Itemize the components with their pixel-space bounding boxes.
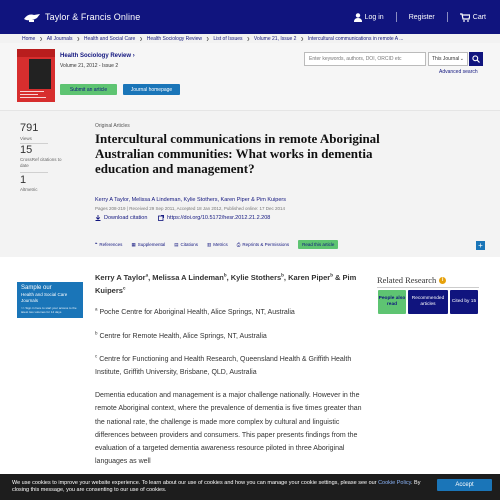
- tab-cited-by[interactable]: Cited by 15: [450, 290, 478, 314]
- tab-reprints[interactable]: [237, 242, 289, 247]
- article-title: Intercultural communications in remote Aboriginal Australian communities: What works in dementia education and management?: [95, 131, 380, 176]
- affiliation-sup: c: [95, 353, 98, 359]
- nav-divider: [396, 12, 397, 22]
- article-dates: Pages 208-219 | Received 29 Sep 2011, Accepted 18 Jan 2012, Published online: 17 Dec 2014: [95, 206, 285, 211]
- breadcrumb-home[interactable]: Home: [22, 35, 36, 42]
- breadcrumb-separator-icon: ❯: [39, 36, 43, 41]
- cookie-banner: [0, 474, 500, 500]
- breadcrumb-all-journals[interactable]: All Journals: [46, 35, 73, 42]
- author-separator: ,: [283, 273, 289, 282]
- cookie-text-after: . By closing this message, you are consenting to our use of cookies.: [12, 480, 421, 493]
- cookie-policy-link[interactable]: Cookie Policy: [378, 480, 411, 486]
- author-separator: ,: [148, 273, 153, 282]
- tab-supplemental[interactable]: [131, 242, 165, 248]
- ad-line-2: Health and Social Care: [21, 292, 68, 297]
- journal-volume: Volume 21, 2012 - Issue 2: [60, 63, 119, 69]
- breadcrumb-separator-icon: ❯: [76, 36, 80, 41]
- doi-link[interactable]: [158, 215, 270, 221]
- tab-supplemental-label: Supplemental: [137, 242, 166, 247]
- breadcrumb: [0, 34, 500, 43]
- tab-references[interactable]: [95, 242, 122, 248]
- affiliation-sup: a: [95, 306, 98, 312]
- supplemental-icon: ▦: [131, 241, 136, 247]
- breadcrumb-subject[interactable]: Health and Social Care: [83, 35, 136, 42]
- accept-cookies-button[interactable]: Accept: [437, 479, 492, 491]
- altmetric-label: Altmetric: [20, 187, 38, 192]
- author-sup: b: [330, 272, 333, 278]
- user-icon: [354, 13, 362, 22]
- tab-reprints-label: Reprints & Permissions: [242, 242, 290, 247]
- tab-citations[interactable]: [174, 242, 198, 248]
- cover-text-line: [20, 97, 46, 98]
- download-citation-label: Download citation: [104, 215, 148, 221]
- altmetric-count: 1: [20, 174, 27, 186]
- cart-link[interactable]: [460, 13, 486, 22]
- cover-photo: [29, 59, 51, 89]
- breadcrumb-separator-icon: ❯: [139, 36, 143, 41]
- views-count: 791: [20, 122, 39, 134]
- search-input[interactable]: Enter keywords, authors, DOI, ORCID etc: [304, 52, 426, 66]
- external-link-icon: [158, 215, 164, 221]
- affiliation-text: Centre for Functioning and Health Research, Queensland Health & Griffith Health Institute, Griffith University, Brisbane, QLD, Australia: [95, 356, 352, 376]
- journal-title-link[interactable]: [60, 53, 135, 59]
- ad-line-1: Sample our: [21, 285, 52, 291]
- affiliation: [95, 330, 375, 343]
- author-sup: c: [122, 285, 126, 291]
- author-sup: b: [223, 272, 227, 278]
- breadcrumb-journal[interactable]: Health Sociology Review: [146, 35, 203, 42]
- views-label: Views: [20, 136, 32, 141]
- journal-homepage-button[interactable]: Journal homepage: [123, 84, 180, 95]
- references-icon: ❝: [95, 241, 98, 247]
- lamp-logo-icon: [22, 10, 42, 24]
- related-divider: [377, 287, 479, 288]
- journal-title-arrow-icon: ›: [132, 53, 135, 59]
- advanced-search-link[interactable]: Advanced search: [439, 69, 478, 75]
- expand-plus-icon[interactable]: +: [476, 241, 485, 250]
- author-list: [95, 271, 375, 297]
- affiliation: [95, 353, 375, 379]
- ad-line-4: >> Sign in here to start your access to the latest two volumes for 14 days: [21, 306, 77, 314]
- journal-title: Health Sociology Review: [60, 53, 132, 59]
- chevron-down-icon: ⌄: [459, 56, 464, 62]
- journal-banner: [0, 43, 500, 111]
- cart-icon: [460, 13, 470, 22]
- metrics-icon: ▥: [207, 241, 212, 247]
- author-name[interactable]: Melissa A Lindeman: [152, 273, 224, 282]
- submit-article-button[interactable]: Submit an article: [60, 84, 117, 95]
- search-icon: [472, 55, 480, 63]
- article-authors[interactable]: Kerry A Taylor, Melissa A Lindeman, Kylie Stothers, Karen Piper & Pim Kuipers: [95, 197, 286, 203]
- search-scope-value: This Journal: [432, 56, 460, 62]
- sample-journals-ad[interactable]: [17, 282, 83, 318]
- search-scope-select[interactable]: [428, 52, 468, 66]
- author-separator: ,: [226, 273, 231, 282]
- site-header: [0, 0, 500, 34]
- journal-cover-image[interactable]: [17, 49, 55, 102]
- breadcrumb-separator-icon: ❯: [206, 36, 210, 41]
- citations-count: 15: [20, 144, 33, 156]
- author-name[interactable]: Karen Piper: [288, 273, 331, 282]
- metric-divider: [20, 172, 48, 173]
- abstract-text: Dementia education and management is a major challenge nationally. However in the remote Aboriginal context, where the prevalence of dementia is five times greater than the national rate, the challenge is made more complex by cultural and linguistic differences between providers and consumers. This paper presents findings from the evaluation of a targeted dementia awareness resource piloted in three Aboriginal languages as well: [95, 392, 362, 466]
- citations-icon: ▤: [174, 241, 179, 247]
- tab-recommended-articles[interactable]: Recommended articles: [408, 290, 448, 314]
- breadcrumb-issue[interactable]: Volume 21, Issue 2: [253, 35, 297, 42]
- site-logo[interactable]: [22, 10, 140, 24]
- affiliation-text: Poche Centre for Aboriginal Health, Alice Springs, NT, Australia: [99, 309, 295, 316]
- author-sup: b: [281, 272, 284, 278]
- cookie-text-before: We use cookies to improve your website experience. To learn about our use of cookies and how you can manage your cookie settings, please see our: [12, 480, 379, 486]
- doi-label: https://doi.org/10.5172/hesr.2012.21.2.208: [167, 215, 271, 221]
- register-link[interactable]: [409, 14, 435, 21]
- citations-label: CrossRef citations to date: [20, 157, 62, 168]
- search-button[interactable]: [469, 52, 483, 66]
- logo-text: Taylor & Francis Online: [45, 12, 141, 22]
- tab-people-also-read[interactable]: People also read: [378, 290, 406, 314]
- author-sup: a: [145, 272, 149, 278]
- affiliation-sup: b: [95, 330, 98, 336]
- cover-header-band: [17, 49, 55, 57]
- affiliation-text: Centre for Remote Health, Alice Springs, NT, Australia: [99, 333, 267, 340]
- article-tabs: [95, 240, 338, 249]
- tab-metrics-label: Metrics: [213, 242, 228, 247]
- download-icon: [95, 215, 101, 221]
- cover-text-line: [20, 91, 44, 92]
- author-name[interactable]: Kylie Stothers: [230, 273, 282, 282]
- author-name[interactable]: Pim Kuipers: [95, 273, 357, 295]
- download-citation-link[interactable]: [95, 215, 147, 221]
- ad-line-3: Journals: [21, 298, 39, 303]
- breadcrumb-separator-icon: ❯: [300, 36, 304, 41]
- login-link[interactable]: [354, 13, 384, 22]
- read-article-button[interactable]: Read this article: [298, 240, 338, 249]
- breadcrumb-current: Intercultural communications in remote A ...: [307, 35, 404, 42]
- login-label: Log in: [364, 13, 384, 21]
- affiliation: [95, 306, 375, 319]
- info-icon[interactable]: i: [439, 277, 446, 284]
- tab-metrics[interactable]: [207, 242, 228, 248]
- tab-citations-label: Citations: [180, 242, 199, 247]
- cookie-message: [12, 480, 432, 494]
- account-nav: [354, 0, 486, 34]
- article-type: Original Articles: [95, 123, 130, 129]
- cover-text-line: [20, 94, 38, 95]
- cart-label: Cart: [472, 13, 486, 21]
- author-separator: &: [332, 273, 343, 282]
- article-header: [0, 111, 500, 257]
- related-research-title: Related Research: [377, 275, 437, 285]
- tab-references-label: References: [99, 242, 123, 247]
- author-name[interactable]: Kerry A Taylor: [95, 273, 146, 282]
- reprints-icon: ⎙: [236, 242, 241, 247]
- related-research-heading: [377, 275, 446, 285]
- nav-divider: [447, 12, 448, 22]
- breadcrumb-issues[interactable]: List of Issues: [213, 35, 243, 42]
- register-label: Register: [408, 13, 435, 21]
- breadcrumb-separator-icon: ❯: [246, 36, 250, 41]
